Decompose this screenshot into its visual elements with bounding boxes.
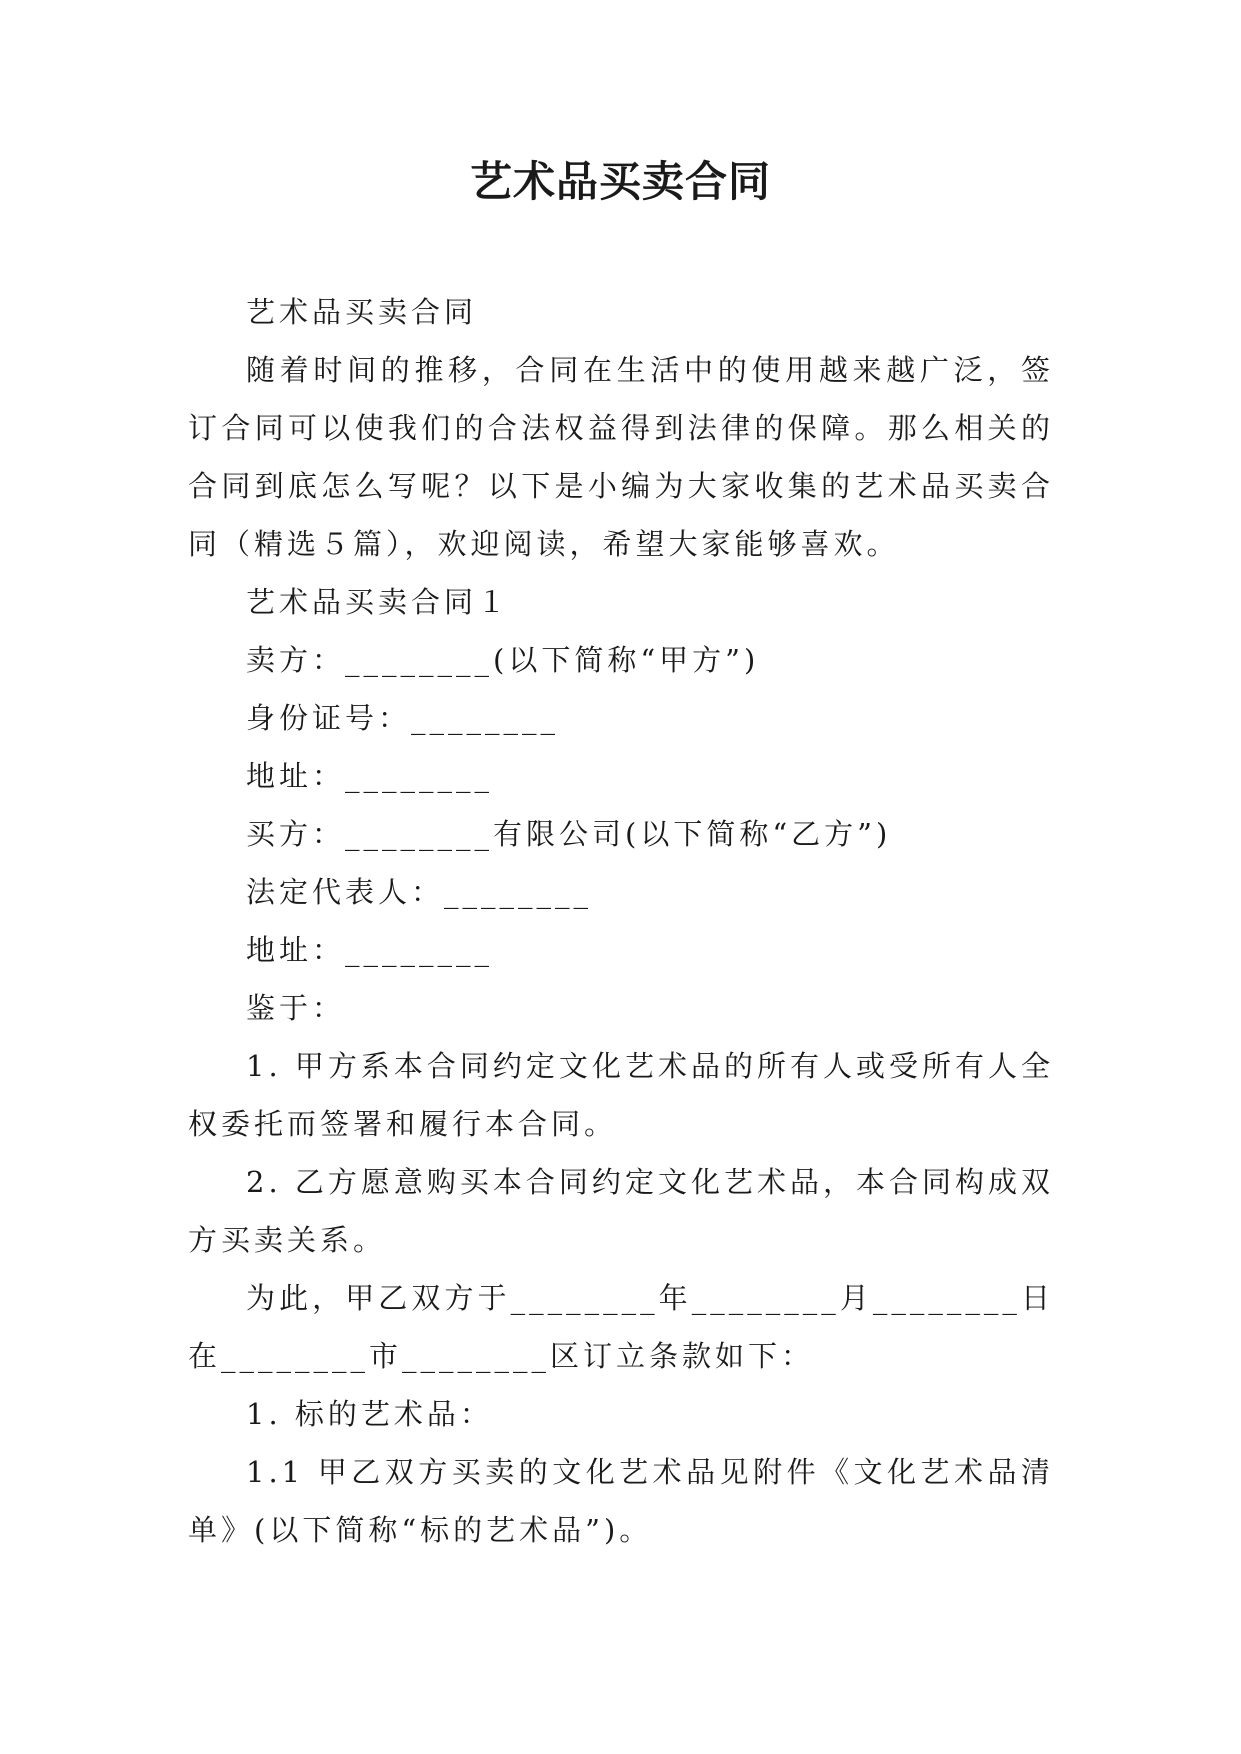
paragraph-buyer: 买方：________有限公司(以下简称“乙方”) <box>246 817 892 851</box>
paragraph-contract-heading: 艺术品买卖合同１ <box>246 585 511 619</box>
paragraph-recital-2: 2. 乙方愿意购买本合同约定文化艺术品，本合同构成双方买卖关系。 <box>188 1165 1054 1257</box>
document-title: 艺术品买卖合同 <box>469 157 771 206</box>
paragraph-seller-address: 地址：________ <box>246 759 494 793</box>
paragraph-legal-representative: 法定代表人：________ <box>246 875 593 909</box>
paragraph-clause-1: 1. 标的艺术品： <box>246 1397 493 1431</box>
document-body <box>188 283 1054 1559</box>
paragraph-agreement-date: 为此，甲乙双方于________年________月________日在________市________区订立条款如下： <box>188 1281 1054 1373</box>
paragraph-recital-1: 1. 甲方系本合同约定文化艺术品的所有人或受所有人全权委托而签署和履行本合同。 <box>188 1049 1054 1141</box>
paragraph-seller: 卖方：________(以下简称“甲方”) <box>246 643 760 677</box>
paragraph-intro: 随着时间的推移，合同在生活中的使用越来越广泛，签订合同可以使我们的合法权益得到法律的保障。那么相关的合同到底怎么写呢？以下是小编为大家收集的艺术品买卖合同（精选５篇），欢迎阅读，希望大家能够喜欢。 <box>188 353 1054 561</box>
paragraph-subtitle: 艺术品买卖合同 <box>246 295 478 329</box>
paragraph-buyer-address: 地址：________ <box>246 933 494 967</box>
paragraph-clause-1-1: 1.1 甲乙双方买卖的文化艺术品见附件《文化艺术品清单》(以下简称“标的艺术品”)。 <box>188 1455 1054 1547</box>
paragraph-id-number: 身份证号：________ <box>246 701 560 735</box>
paragraph-whereas: 鉴于： <box>246 991 346 1025</box>
